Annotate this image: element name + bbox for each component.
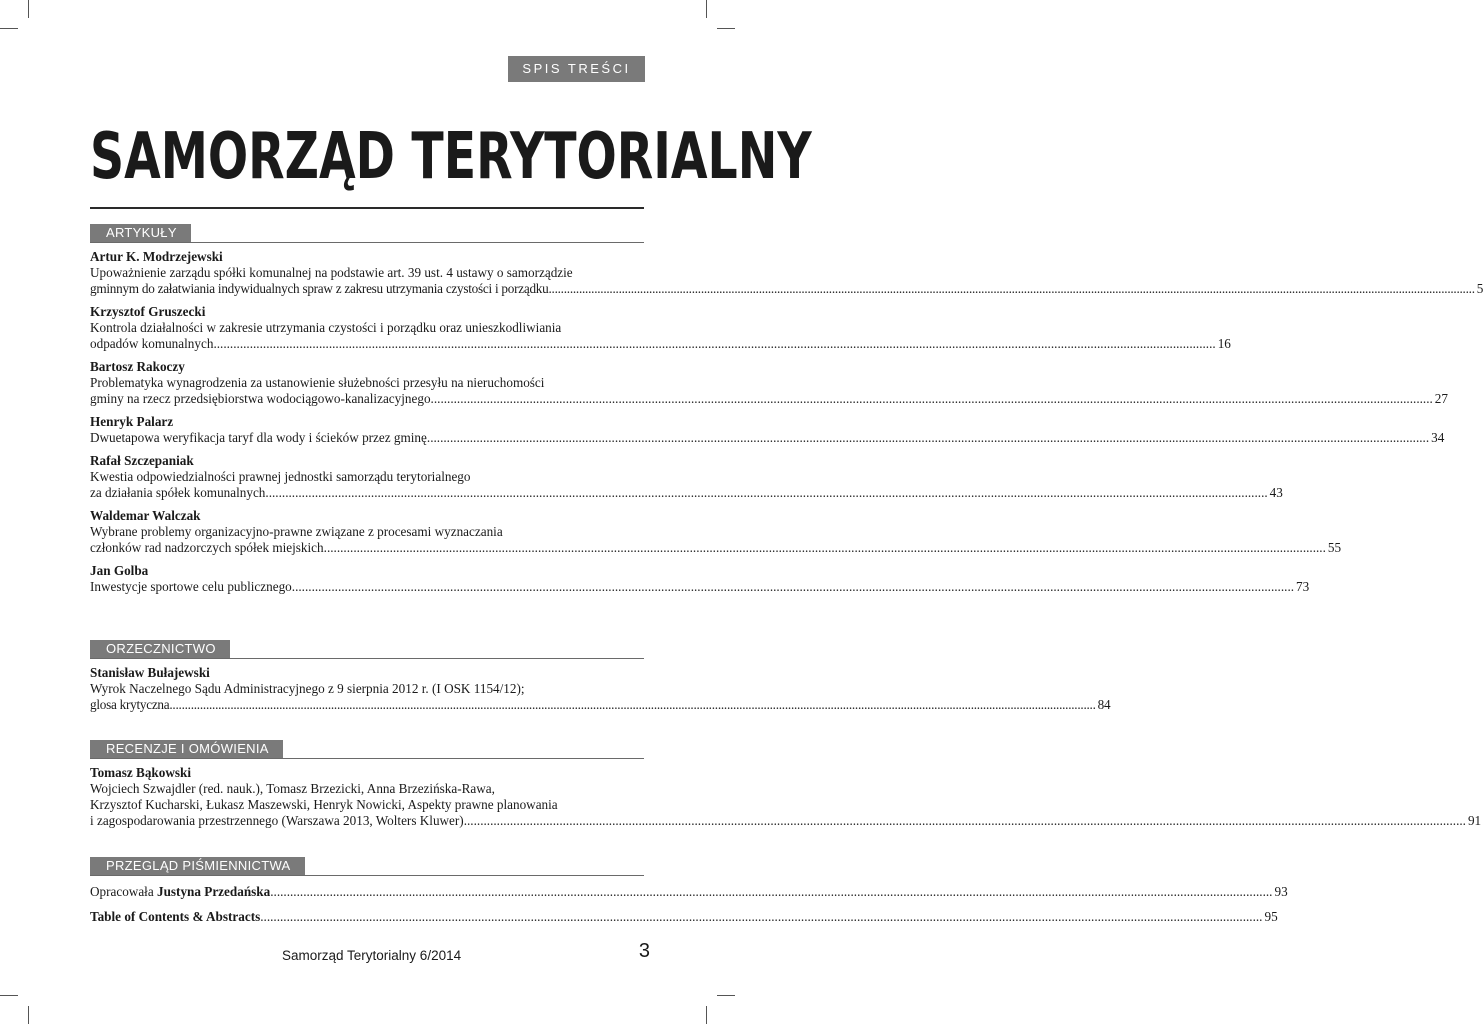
entry-page: 27 (1434, 391, 1448, 406)
entry-author: Bartosz Rakoczy (90, 359, 185, 374)
toc-entry[interactable] (90, 508, 1342, 556)
entry-title-line: i zagospodarowania przestrzennego (Warszawa 2013, Wolters Kluwer) (90, 813, 464, 828)
entry-leader-line (90, 485, 1283, 501)
entry-page: 43 (1269, 485, 1283, 500)
entry-leader-line (90, 909, 1278, 925)
section-label: ARTYKUŁY (90, 224, 191, 242)
entry-title-line: Krzysztof Kucharski, Łukasz Maszewski, Henryk Nowicki, Aspekty prawne planowania (90, 797, 558, 812)
dot-leader (427, 430, 1429, 446)
entry-title-line: gminnym do załatwiania indywidualnych spraw z zakresu utrzymania czystości i porządku (90, 281, 549, 296)
section-label: PRZEGLĄD PIŚMIENNICTWA (90, 857, 305, 875)
page-number: 3 (638, 940, 650, 962)
crop-mark (28, 0, 29, 18)
crop-mark (28, 1006, 29, 1024)
dot-leader (169, 697, 1095, 713)
dot-leader (213, 336, 1215, 352)
entry-title-line: odpadów komunalnych (90, 336, 214, 351)
section-articles (90, 224, 1483, 602)
entry-title-line: Dwuetapowa weryfikacja taryf dla wody i ścieków przez gminę (90, 430, 427, 445)
dot-leader (324, 540, 1326, 556)
entry-title-line: gminy na rzecz przedsiębiorstwa wodociągowo-kanalizacyjnego (90, 391, 431, 406)
entry-leader-line (90, 579, 1310, 595)
entry-title-line: Wojciech Szwajdler (red. nauk.), Tomasz Brzezicki, Anna Brzezińska-Rawa, (90, 781, 495, 796)
entry-page: 55 (1327, 540, 1342, 555)
toc-entry[interactable] (90, 414, 1445, 446)
entry-author: Tomasz Bąkowski (90, 765, 192, 780)
section-label: RECENZJE I OMÓWIENIA (90, 740, 283, 758)
dot-leader (548, 281, 1474, 297)
entry-author: Artur K. Modrzejewski (90, 249, 223, 264)
entry-leader-line (90, 281, 1483, 297)
crop-mark (706, 0, 707, 18)
dot-leader (270, 884, 1272, 900)
entry-leader-line (90, 813, 1482, 829)
entry-author: Henryk Palarz (90, 414, 174, 429)
entry-author: Krzysztof Gruszecki (90, 304, 206, 319)
entry-leader-line (90, 391, 1448, 407)
entry-author: Stanisław Bułajewski (90, 665, 210, 680)
crop-mark (717, 995, 735, 996)
section-case-law (90, 640, 1111, 720)
section-label: ORZECZNICTWO (90, 640, 230, 658)
entry-title-line: Wyrok Naczelnego Sądu Administracyjnego z 9 sierpnia 2012 r. (I OSK 1154/12); (90, 681, 525, 696)
crop-mark (717, 28, 735, 29)
entry-page: 84 (1097, 697, 1111, 712)
journal-title: SAMORZĄD TERYTORIALNY (90, 120, 812, 194)
entry-page: 34 (1431, 430, 1445, 445)
section-header (90, 224, 644, 243)
entry-title-line: Wybrane problemy organizacyjno-prawne związane z procesami wyznaczania (90, 524, 503, 539)
entry-author: Jan Golba (90, 563, 149, 578)
entry-title-line: Kwestia odpowiedzialności prawnej jednostki samorządu terytorialnego (90, 469, 471, 484)
entry-page: 16 (1217, 336, 1231, 351)
entry-page: 5 (1476, 281, 1483, 296)
section-badge: SPIS TREŚCI (508, 56, 645, 82)
dot-leader (464, 813, 1466, 829)
toc-entry[interactable] (90, 884, 1288, 900)
entry-title-line: Inwestycje sportowe celu publicznego (90, 579, 292, 594)
crop-mark (706, 1006, 707, 1024)
section-header (90, 640, 644, 659)
crop-mark (0, 995, 18, 996)
toc-entry[interactable] (90, 909, 1278, 925)
section-header (90, 857, 644, 876)
crop-mark (0, 28, 18, 29)
section-reviews (90, 740, 1482, 836)
entry-title-line (90, 884, 270, 900)
dot-leader (431, 391, 1433, 407)
section-literature-review (90, 857, 1288, 932)
entry-leader-line (90, 430, 1445, 446)
title-divider (90, 207, 644, 209)
entry-prefix: Opracowała (90, 884, 154, 899)
section-header (90, 740, 644, 759)
entry-title-line: Kontrola działalności w zakresie utrzymania czystości i porządku oraz unieszkodliwiania (90, 320, 562, 335)
entry-author: Justyna Przedańska (157, 884, 271, 899)
entry-title-line: glosa krytyczna (90, 697, 170, 712)
dot-leader (292, 579, 1294, 595)
entry-author: Rafał Szczepaniak (90, 453, 194, 468)
entry-leader-line (90, 336, 1231, 352)
entry-leader-line (90, 697, 1111, 713)
toc-entry[interactable] (90, 249, 1483, 297)
entry-title-line: Upoważnienie zarządu spółki komunalnej na podstawie art. 39 ust. 4 ustawy o samorządzie (90, 265, 573, 280)
entry-leader-line (90, 884, 1288, 900)
dot-leader (265, 485, 1267, 501)
toc-entry[interactable] (90, 453, 1283, 501)
toc-entry[interactable] (90, 665, 1111, 713)
entry-page: 93 (1274, 884, 1288, 899)
entry-author: Table of Contents & Abstracts (90, 909, 261, 924)
entry-page: 91 (1467, 813, 1482, 828)
entry-leader-line (90, 540, 1342, 556)
entry-page: 73 (1296, 579, 1310, 594)
entry-author: Waldemar Walczak (90, 508, 201, 523)
footer-journal-issue: Samorząd Terytorialny 6/2014 (282, 948, 462, 963)
toc-entry[interactable] (90, 304, 1231, 352)
entry-title-line: Problematyka wynagrodzenia za ustanowienie służebności przesyłu na nieruchomości (90, 375, 545, 390)
entry-title-line: członków rad nadzorczych spółek miejskich (90, 540, 324, 555)
toc-entry[interactable] (90, 359, 1448, 407)
entry-page: 95 (1264, 909, 1278, 924)
dot-leader (260, 909, 1262, 925)
entry-title-line: za działania spółek komunalnych (90, 485, 266, 500)
toc-entry[interactable] (90, 765, 1482, 829)
toc-entry[interactable] (90, 563, 1310, 595)
